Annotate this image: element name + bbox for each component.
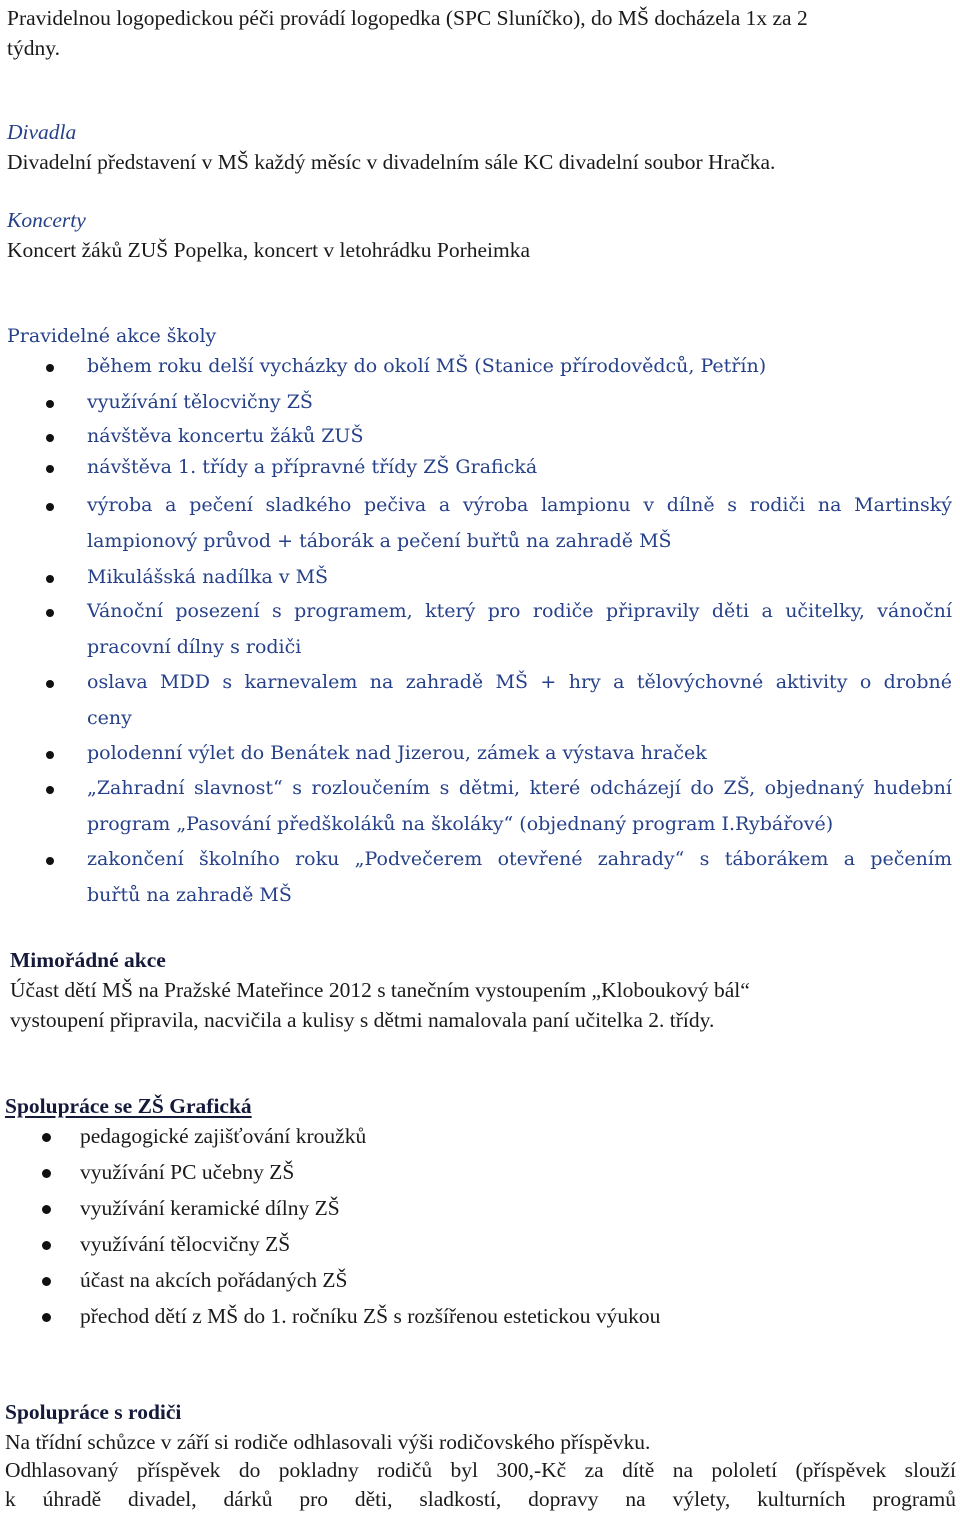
list-item-line: využívání tělocvičny ZŠ bbox=[80, 1232, 291, 1256]
list-item-line: „Zahradní slavnost“ s rozloučením s dětmi, které odcházejí do ZŠ, objednaný hudební bbox=[87, 777, 952, 799]
list-item-line: přechod dětí z MŠ do 1. ročníku ZŠ s rozšířenou estetickou výukou bbox=[80, 1304, 661, 1328]
list-item-line: oslava MDD s karnevalem na zahradě MŠ + hry a tělovýchovné aktivity o drobné bbox=[87, 671, 952, 693]
mimoradne-line-2: vystoupení připravila, nacvičila a kulisy s dětmi namalovala paní učitelka 2. třídy. bbox=[10, 1008, 715, 1032]
koncerty-text: Koncert žáků ZUŠ Popelka, koncert v letohrádku Porheimka bbox=[7, 238, 531, 262]
divadla-text: Divadelní představení v MŠ každý měsíc v divadelním sále KC divadelní soubor Hračka. bbox=[7, 150, 776, 174]
spoluprace-zs-heading: Spolupráce se ZŠ Grafická bbox=[5, 1094, 252, 1118]
divadla-heading: Divadla bbox=[7, 120, 77, 144]
list-item-line: buřtů na zahradě MŠ bbox=[87, 884, 292, 906]
list-item-line: Vánoční posezení s programem, který pro rodiče připravily děti a učitelky, vánoční bbox=[87, 600, 952, 622]
mimoradne-heading: Mimořádné akce bbox=[10, 948, 166, 972]
spoluprace-rodice-paragraph bbox=[5, 1458, 956, 1516]
list-item-line: využívání PC učebny ZŠ bbox=[80, 1160, 295, 1184]
spoluprace-rodice-line-1: Na třídní schůzce v září si rodiče odhlasovali výši rodičovského příspěvku. bbox=[5, 1430, 651, 1454]
list-item-line: účast na akcích pořádaných ZŠ bbox=[80, 1268, 348, 1292]
list-item-line: lampionový průvod + táborák a pečení buřtů na zahradě MŠ bbox=[87, 530, 672, 552]
bullet-icon bbox=[42, 1313, 51, 1322]
spoluprace-rodice-line-3: k úhradě divadel, dárků pro děti, sladkostí, dopravy na výlety, kulturních programů bbox=[5, 1487, 956, 1511]
intro-line-2: týdny. bbox=[7, 36, 60, 60]
list-item-line: využívání tělocvičny ZŠ bbox=[87, 391, 313, 413]
bullet-icon bbox=[42, 1277, 51, 1286]
list-item-line: využívání keramické dílny ZŠ bbox=[80, 1196, 340, 1220]
list-item-line: návštěva koncertu žáků ZUŠ bbox=[87, 425, 364, 447]
bullet-icon bbox=[42, 1205, 51, 1214]
mimoradne-line-1: Účast dětí MŠ na Pražské Mateřince 2012 s tanečním vystoupením „Kloboukový bál“ bbox=[10, 978, 750, 1002]
spoluprace-rodice-heading: Spolupráce s rodiči bbox=[5, 1400, 182, 1424]
list-item-line: polodenní výlet do Benátek nad Jizerou, zámek a výstava hraček bbox=[87, 742, 707, 764]
list-item-line: ceny bbox=[87, 707, 132, 729]
list-item-line: Mikulášská nadílka v MŠ bbox=[87, 566, 329, 588]
list-item-line: zakončení školního roku „Podvečerem otevřené zahrady“ s táborákem a pečením bbox=[87, 848, 952, 870]
bullet-icon bbox=[42, 1241, 51, 1250]
list-item-line: pedagogické zajišťování kroužků bbox=[80, 1124, 367, 1148]
bullet-icon bbox=[42, 1133, 51, 1142]
list-item-line: návštěva 1. třídy a přípravné třídy ZŠ Grafická bbox=[87, 456, 538, 478]
intro-line-1: Pravidelnou logopedickou péči provádí logopedka (SPC Sluníčko), do MŠ docházela 1x za 2 bbox=[7, 6, 808, 30]
bullet-icon bbox=[42, 1169, 51, 1178]
list-item-line: výroba a pečení sladkého pečiva a výroba lampionu v dílně s rodiči na Martinský bbox=[87, 494, 952, 516]
koncerty-heading: Koncerty bbox=[7, 208, 86, 232]
pravidelne-akce-heading: Pravidelné akce školy bbox=[7, 325, 217, 347]
list-item-line: program „Pasování předškoláků na školáky“ (objednaný program I.Rybářové) bbox=[87, 813, 834, 835]
list-item-line: během roku delší vycházky do okolí MŠ (Stanice přírodovědců, Petřín) bbox=[87, 355, 767, 377]
spoluprace-rodice-line-2: Odhlasovaný příspěvek do pokladny rodičů byl 300,-Kč za dítě na pololetí (příspěvek slouží bbox=[5, 1458, 956, 1482]
list-item-line: pracovní dílny s rodiči bbox=[87, 636, 302, 658]
